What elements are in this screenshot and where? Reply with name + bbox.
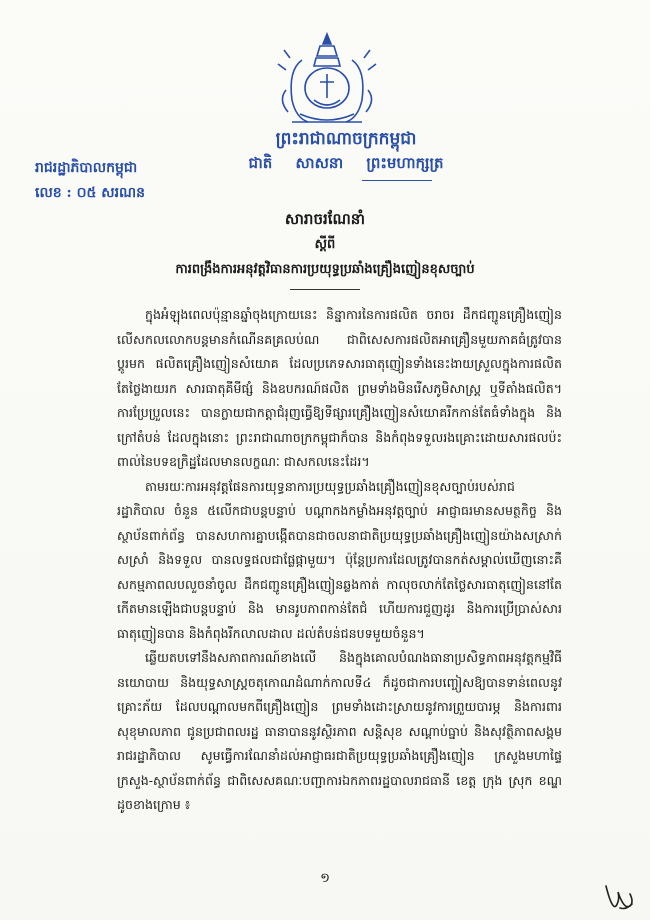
national-motto: ជាតិ សាសនា ព្រះមហាក្សត្រ [248,154,444,172]
document-subject: ការពង្រឹងការអនុវត្តវិធានការប្រយុទ្ធប្រឆាំងគ្រឿងញៀនខុសច្បាប់ [175,262,475,277]
document-title: សារាចរណែនាំ [284,210,366,228]
title-divider [290,289,360,290]
body-paragraph: តាមរយៈការអនុវត្តផែនការយុទ្ធនាការប្រយុទ្ធប្រឆាំងគ្រឿងញៀនខុសច្បាប់របស់រាជរដ្ឋាភិបាល ចំនួន ៥លើកជាបន្តបន្ទាប់ បណ្តាកងកម្លាំងអនុវត្តច្បាប់ អាជ្ញាធរមានសមត្ថកិច្ច និងស្ថាប័នពាក់ព័ន្ធ បានសហការគ្នាបង្កើតបានជាចលនាជាតិប្រយុទ្ធប្រឆាំងគ្រឿងញៀនយ៉ាងសស្រាក់សស្រាំ និងទទួល បានលទ្ធផលជាផ្លែផ្កាមួយ។ ប៉ុន្តែប្រការដែលត្រូវបានកត់សម្គាល់ឃើញនោះគឺ សកម្មភាពលបលួចនាំចូល ដឹកជញ្ជូនគ្រឿងញៀនឆ្លងកាត់ កាលុចលាក់តែថ្លៃសារធាតុញៀននៅតែកើតមានឡើងជាបន្តបន្ទាប់ និង មានរូបភាពកាន់តែជំ ហើយការជួញដូរ និងការប្រើប្រាស់សារធាតុញៀនបាន និងកំពុងរីកលាលដាល ដល់តំបន់ជនបទមួយចំនួន។ [117,478,562,641]
government-name: រាជរដ្ឋាភិបាលកម្ពុជា [35,160,138,176]
kingdom-name: ព្រះរាជាណាចក្រកម្ពុជា [275,129,417,149]
document-body [117,303,562,818]
page-number: ១ [320,871,330,886]
motto-divider [362,180,432,181]
body-paragraph: ក្នុងអំឡុងពេលប៉ុន្មានឆ្នាំចុងក្រោយនេះ និន្នាការនៃការផលិត ចរាចរ ដឹកជញ្ជូនគ្រឿងញៀន លើសកលលោកបន្តមានកំណើនគគ្រលប់ណ ជាពិសេសការផលិតអាគ្រឿនមួយភាគធំត្រូវបានប្តូរមក ផលិតគ្រឿងញៀនសំយោគ ដែលប្រភេទសារធាតុញៀនទាំងនេះងាយស្រួលក្នុងការផលិត តែថ្លៃងាយរក សារធាតុគីមីផ្សំ និងឧបករណ៍ផលិត ព្រមទាំងមិនរើសភូមិសាស្ត្រ ឬទីតាំងផលិត។ ការប្រែប្រួលនេះ បានក្លាយជាកត្តាជំរុញធ្វើឱ្យទីផ្សារគ្រឿងញៀនសំយោគរីកកាន់តែធំទាំងក្នុង និងក្រៅតំបន់ ដែលក្នុងនោះ ព្រះរាជាណាចក្រកម្ពុជាក៏បាន និងកំពុងទទួលរងគ្រោះដោយសារផលប៉ះពាល់នៃបទឧក្រិដ្ឋដែលមានលក្ខណៈ ជាសកលនេះដែរ។ [117,307,562,469]
body-paragraph: ឆ្លើយតបទៅនឹងសភាពការណ៍ខាងលើ និងក្នុងគោលបំណងធានាប្រសិទ្ធភាពអនុវត្តកម្មវិធី នយោបាយ និងយុទ្ធសាស្ត្រចតុកោណដំណាក់កាលទី៤ ក៏ដូចជាការបញ្ចៀសឱ្យបានទាន់ពេលនូវគ្រោះភ័យ ដែលបណ្តាលមកពីគ្រឿងញៀន ព្រមទាំងដោះស្រាយនូវការព្រួយបារម្ភ និងការពារសុខុមាលភាព ជូនប្រជាពលរដ្ឋ ធានាបាននូវស្ថិរភាព សន្តិសុខ សណ្តាប់ធ្នាប់ និងសុវត្ថិភាពសង្គម រាជរដ្ឋាភិបាល សូមធ្វើការណែនាំដល់អាជ្ញាធរជាតិប្រយុទ្ធប្រឆាំងគ្រឿងញៀន ក្រសួងមហាផ្ទៃ ក្រសួង-ស្ថាប័នពាក់ព័ន្ធ ជាពិសេសគណៈបញ្ជាការឯកភាពរដ្ឋបាលរាជធានី ខេត្ត ក្រុង ស្រុក ខណ្ឌ ដូចខាងក្រោម ៖ [117,650,562,812]
royal-emblem-icon [262,30,392,130]
document-subtitle-about: ស្តីពី [314,237,336,252]
initials-signature-icon [600,880,638,914]
reference-number: លេខ : ០៥ សរណន [35,185,146,201]
